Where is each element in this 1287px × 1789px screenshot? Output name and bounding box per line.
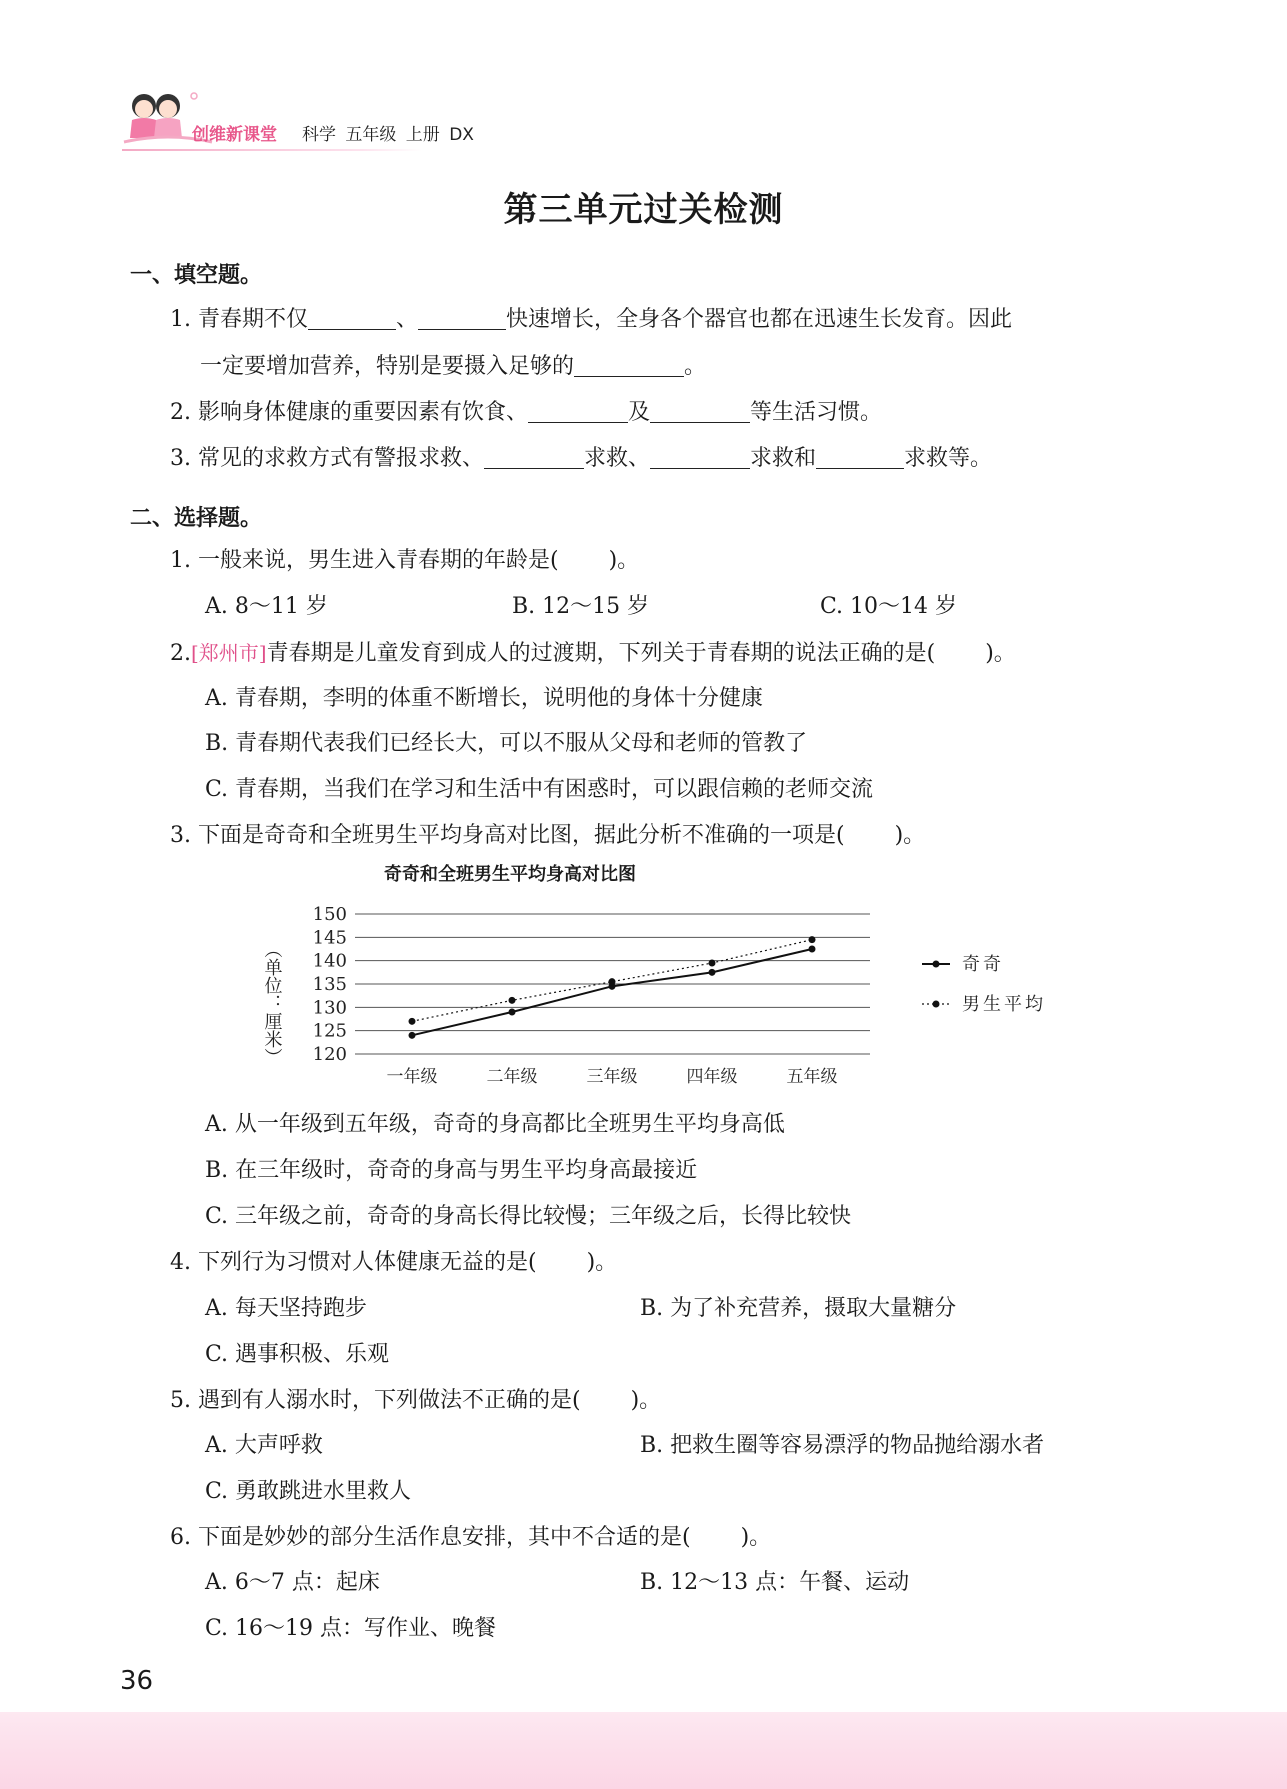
answer-blank[interactable] (418, 307, 506, 330)
answer-blank[interactable] (816, 446, 904, 469)
choice-question-6-stem: 6. 下面是妙妙的部分生活作息安排，其中不合适的是( )。 (170, 1525, 772, 1550)
section-heading-fill-in: 一、填空题。 (130, 263, 263, 288)
series-line (412, 949, 812, 1035)
q5-option-b[interactable]: B. 把救生圈等容易漂浮的物品抛给溺水者 (640, 1433, 1045, 1458)
book-subject: 科学 五年级 上册 DX (302, 125, 474, 145)
choice-question-2-stem: 2.[郑州市]青春期是儿童发育到成人的过渡期，下列关于青春期的说法正确的是( )。 (170, 641, 1016, 666)
fill-question-1-line-2: 一定要增加营养，特别是要摄入足够的 。 (200, 354, 707, 379)
q6-option-b[interactable]: B. 12～13 点：午餐、运动 (640, 1570, 910, 1595)
x-tick-label: 一年级 (386, 1067, 438, 1087)
y-axis-label: （单位：厘米） (261, 940, 283, 1066)
q1-option-a[interactable]: A. 8～11 岁 (205, 594, 328, 619)
x-tick-label: 四年级 (686, 1067, 738, 1087)
height-comparison-chart (250, 860, 1080, 1100)
q6-option-c[interactable]: C. 16～19 点：写作业、晚餐 (205, 1616, 497, 1641)
q4-option-a[interactable]: A. 每天坚持跑步 (205, 1296, 367, 1321)
data-point (409, 1018, 416, 1025)
data-point (409, 1032, 416, 1039)
y-tick-label: 120 (312, 1044, 347, 1065)
y-tick-label: 140 (312, 950, 347, 972)
q1-option-b[interactable]: B. 12～15 岁 (512, 594, 650, 619)
q5-option-c[interactable]: C. 勇敢跳进水里救人 (205, 1479, 412, 1504)
page-title: 第三单元过关检测 (503, 190, 784, 230)
choice-question-1-stem: 1. 一般来说，男生进入青春期的年龄是( )。 (170, 548, 640, 573)
q3-option-a[interactable]: A. 从一年级到五年级，奇奇的身高都比全班男生平均身高低 (205, 1112, 785, 1137)
q2-option-a[interactable]: A. 青春期，李明的体重不断增长，说明他的身体十分健康 (205, 686, 763, 711)
y-tick-label: 145 (312, 927, 347, 949)
q1-option-c[interactable]: C. 10～14 岁 (820, 594, 958, 619)
q2-option-b[interactable]: B. 青春期代表我们已经长大，可以不服从父母和老师的管教了 (205, 731, 808, 756)
footer-band (0, 1712, 1287, 1789)
answer-blank[interactable] (574, 354, 684, 377)
legend-marker (933, 961, 940, 968)
data-point (809, 946, 816, 953)
page-number: 36 (120, 1666, 154, 1696)
data-point (809, 936, 816, 943)
page-header (122, 86, 482, 150)
answer-blank[interactable] (650, 400, 750, 423)
chart-plot (250, 870, 1080, 1100)
x-tick-label: 二年级 (486, 1067, 538, 1087)
data-point (609, 978, 616, 985)
brand-name: 创维新课堂 (192, 125, 277, 145)
region-tag: [郑州市] (191, 641, 267, 665)
fill-question-3: 3. 常见的求救方式有警报求救、 求救、 求救和 求救等。 (170, 446, 993, 471)
x-tick-label: 五年级 (786, 1067, 838, 1087)
answer-blank[interactable] (308, 307, 396, 330)
data-point (509, 1009, 516, 1016)
data-point (709, 960, 716, 967)
y-tick-label: 135 (312, 974, 347, 995)
choice-question-3-stem: 3. 下面是奇奇和全班男生平均身高对比图，据此分析不准确的一项是( )。 (170, 823, 926, 848)
x-tick-label: 三年级 (586, 1067, 638, 1087)
q4-option-c[interactable]: C. 遇事积极、乐观 (205, 1342, 390, 1367)
answer-blank[interactable] (528, 400, 628, 423)
q3-option-c[interactable]: C. 三年级之前，奇奇的身高长得比较慢；三年级之后，长得比较快 (205, 1204, 852, 1229)
chart-title: 奇奇和全班男生平均身高对比图 (384, 864, 636, 885)
data-point (709, 969, 716, 976)
fill-question-1-line-1: 1. 青春期不仅 、 快速增长，全身各个器官也都在迅速生长发育。因此 (170, 307, 1013, 332)
fill-question-2: 2. 影响身体健康的重要因素有饮食、 及 等生活习惯。 (170, 400, 883, 425)
header-divider (122, 149, 422, 151)
y-tick-label: 125 (312, 1020, 347, 1042)
legend-marker (933, 1001, 940, 1008)
q6-option-a[interactable]: A. 6～7 点：起床 (205, 1570, 380, 1595)
legend-label: 男生平均 (962, 994, 1046, 1015)
choice-question-5-stem: 5. 遇到有人溺水时，下列做法不正确的是( )。 (170, 1388, 662, 1413)
answer-blank[interactable] (650, 446, 750, 469)
data-point (509, 997, 516, 1004)
q5-option-a[interactable]: A. 大声呼救 (205, 1433, 323, 1458)
answer-blank[interactable] (484, 446, 584, 469)
q3-option-b[interactable]: B. 在三年级时，奇奇的身高与男生平均身高最接近 (205, 1158, 698, 1183)
y-tick-label: 150 (312, 904, 347, 925)
q4-option-b[interactable]: B. 为了补充营养，摄取大量糖分 (640, 1296, 957, 1321)
q2-option-c[interactable]: C. 青春期，当我们在学习和生活中有困惑时，可以跟信赖的老师交流 (205, 777, 874, 802)
legend-label: 奇奇 (962, 954, 1004, 975)
choice-question-4-stem: 4. 下列行为习惯对人体健康无益的是( )。 (170, 1250, 618, 1275)
section-heading-choice: 二、选择题。 (130, 506, 263, 531)
y-tick-label: 130 (312, 997, 347, 1019)
